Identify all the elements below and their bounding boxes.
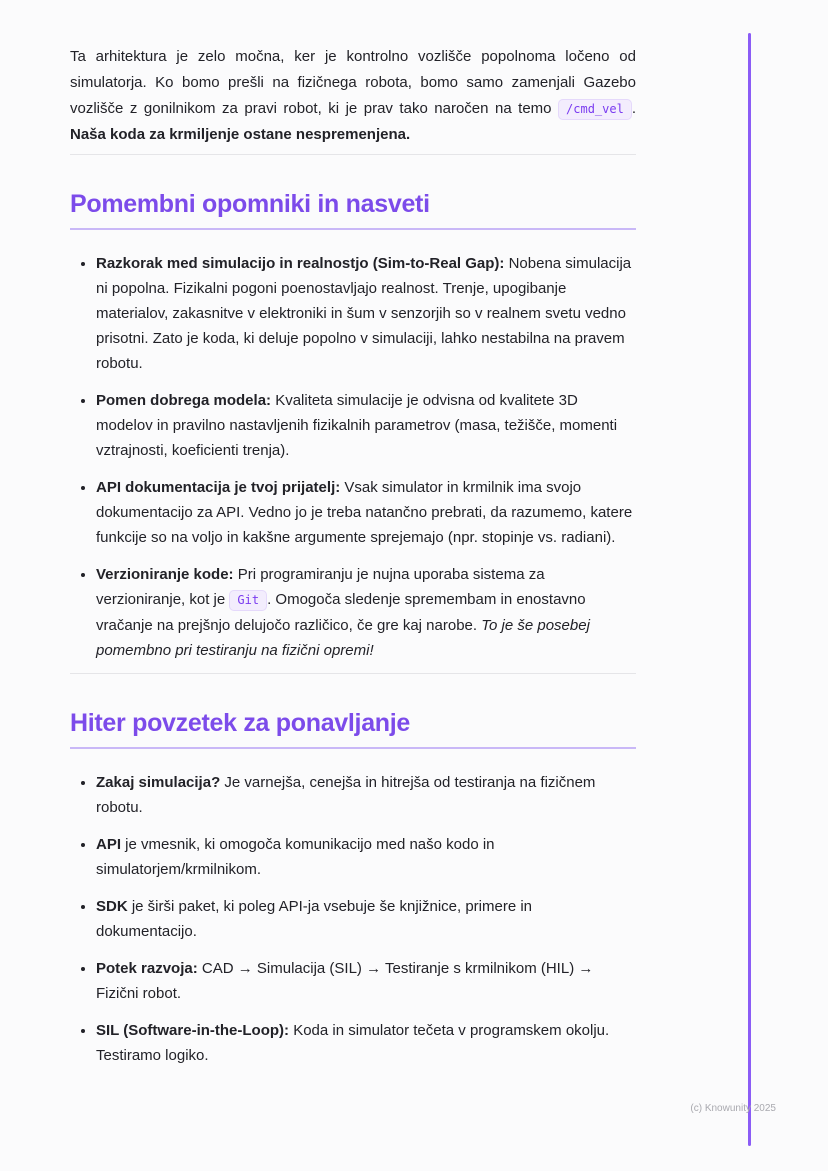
section-title-underline: [70, 747, 636, 749]
list-item: [96, 475, 636, 550]
bullet-text: Kvaliteta simulacije je odvisna od kvalitete 3D modelov in pravilno nastavljenih fizikalnih parametrov (masa, težišče, momenti vztrajnosti, koeficienti trenja).: [96, 392, 618, 459]
bullet-lead: API: [96, 836, 122, 853]
document-content: [70, 44, 636, 1068]
bullet-text: je vmesnik, ki omogoča komunikacijo med našo kodo in simulatorjem/krmilnikom.: [96, 836, 495, 878]
bullet-lead: Razkorak med simulacijo in realnostjo (Sim-to-Real Gap):: [96, 255, 505, 272]
intro-bold-text: Naša koda za krmiljenje ostane nespremenjena.: [70, 126, 411, 143]
bullet-text: Pri programiranju je nujna uporaba sistema za verzioniranje, kot je: [96, 566, 545, 608]
list-item: [96, 562, 636, 663]
list-item: [96, 1018, 636, 1068]
bullet-text: Vsak simulator in krmilnik ima svojo dokumentacijo za API. Vedno jo je treba natančno prebrati, da razumemo, katere funkcije so na voljo in kakšne argumente sprejemajo (npr. stopinje vs. radiani).: [96, 479, 633, 546]
section-title-summary: Hiter povzetek za ponavljanje: [70, 709, 411, 737]
bullet-text: Koda in simulator tečeta v programskem okolju. Testiramo logiko.: [96, 1022, 610, 1064]
list-item: [96, 388, 636, 463]
bullet-lead: SIL (Software-in-the-Loop):: [96, 1022, 290, 1039]
watermark-text: (c) Knowunity 2025: [690, 1103, 776, 1114]
intro-text: Ta arhitektura je zelo močna, ker je kontrolno vozlišče popolnoma ločeno od simulatorja. Ko bomo prešli na fizičnega robota, bomo samo zamenjali Gazebo vozlišče z gonilnikom za pravi robot, ki je prav tako naročen na temo: [70, 48, 636, 117]
bullet-lead: SDK: [96, 898, 128, 915]
bullet-text: Je varnejša, cenejša in hitrejša od testiranja na fizičnem robotu.: [96, 774, 596, 816]
bullet-italic-text: To je še posebej pomembno pri testiranju na fizični opremi!: [96, 617, 590, 659]
section-title-underline: [70, 228, 636, 230]
page-edge-line: [748, 33, 751, 1146]
list-item: [96, 894, 636, 944]
bullet-lead: API dokumentacija je tvoj prijatelj:: [96, 479, 341, 496]
git-code-chip: Git: [229, 590, 267, 611]
section-title-notes: Pomembni opomniki in nasveti: [70, 190, 430, 218]
bullet-lead: Pomen dobrega modela:: [96, 392, 272, 409]
notes-list: [70, 251, 636, 663]
bullet-lead: Zakaj simulacija?: [96, 774, 221, 791]
bullet-text: Nobena simulacija ni popolna. Fizikalni pogoni poenostavljajo realnost. Trenje, upogibanje materialov, zakasnitve v elektroniki in šum v senzorjih so v realnem svetu vedno prisotni. Zato je koda, ki deluje popolno v simulaciji, lahko nestabilna na pravem robotu.: [96, 255, 632, 372]
list-item: [96, 832, 636, 882]
list-item: [96, 251, 636, 376]
bullet-text: je širši paket, ki poleg API-ja vsebuje še knjižnice, primere in dokumentacijo.: [96, 898, 533, 940]
bullet-text: CAD → Simulacija (SIL) → Testiranje s krmilnikom (HIL) → Fizični robot.: [96, 960, 594, 1002]
list-item: [96, 770, 636, 820]
bullet-lead: Potek razvoja:: [96, 960, 198, 977]
intro-paragraph: [70, 44, 636, 148]
bullet-lead: Verzioniranje kode:: [96, 566, 234, 583]
intro-separator: .: [631, 100, 636, 117]
bullet-text: . Omogoča sledenje spremembam in enostavno vračanje na prejšnjo delujočo različico, če gre kaj narobe.: [96, 591, 586, 634]
list-item: [96, 956, 636, 1006]
cmd-vel-code-chip: /cmd_vel: [558, 99, 632, 120]
section-divider: [70, 673, 636, 674]
summary-list: [70, 770, 636, 1068]
section-divider: [70, 154, 636, 155]
